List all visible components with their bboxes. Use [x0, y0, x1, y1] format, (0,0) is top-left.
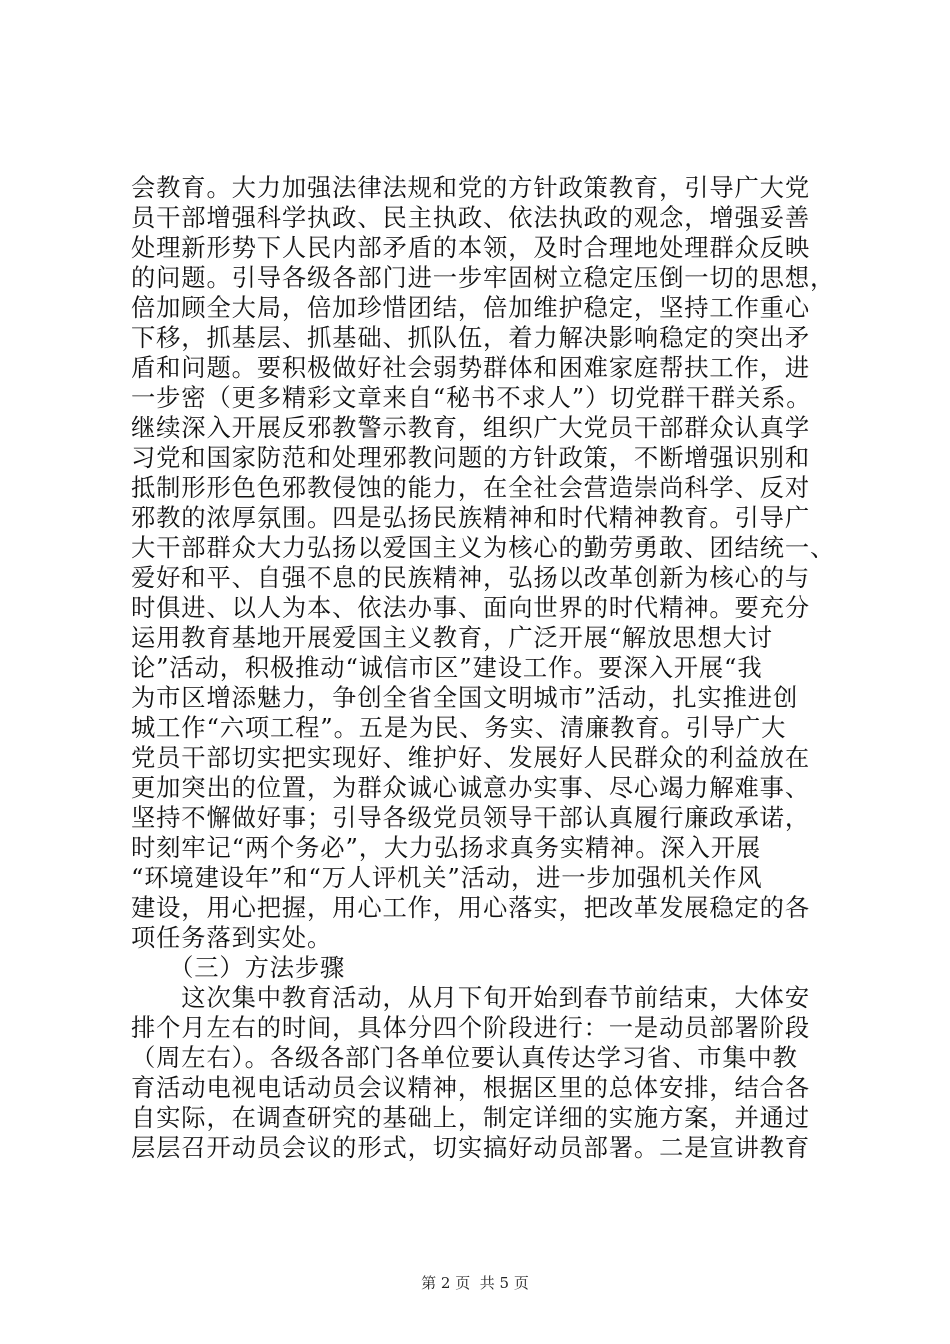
- text-line: “环境建设年”和“万人评机关”活动，进一步加强机关作风: [131, 863, 763, 892]
- page-footer: 第 2 页 共 5 页: [421, 1274, 529, 1292]
- text-line: 层层召开动员会议的形式，切实搞好动员部署。二是宣讲教育: [131, 1133, 810, 1162]
- text-line: 育活动电视电话动员会议精神，根据区里的总体安排，结合各: [131, 1073, 810, 1102]
- text-line: 爱好和平、自强不息的民族精神，弘扬以改革创新为核心的与: [131, 563, 810, 592]
- text-line: 为市区增添魅力，争创全省全国文明城市”活动，扎实推进创: [131, 683, 799, 712]
- text-line: 大干部群众大力弘扬以爱国主义为核心的勤劳勇敢、团结统一、: [131, 533, 836, 562]
- text-line: 一步密（更多精彩文章来自“秘书不求人”）切党群干群关系。: [131, 383, 812, 412]
- text-line: 倍加顾全大局，倍加珍惜团结，倍加维护稳定，坚持工作重心: [131, 293, 810, 322]
- text-line: 抵制形形色色邪教侵蚀的能力，在全社会营造崇尚科学、反对: [131, 473, 810, 502]
- text-line: 党员干部切实把实现好、维护好、发展好人民群众的利益放在: [131, 743, 810, 772]
- text-line: （周左右）。各级各部门各单位要认真传达学习省、市集中教: [131, 1043, 798, 1072]
- text-line: 项任务落到实处。: [131, 923, 333, 952]
- text-line: 会教育。大力加强法律法规和党的方针政策教育，引导广大党: [131, 173, 810, 202]
- text-line: 论”活动，积极推动“诚信市区”建设工作。要深入开展“我: [131, 653, 763, 682]
- text-line: 城工作“六项工程”。五是为民、务实、清廉教育。引导广大: [131, 713, 787, 742]
- text-line: 习党和国家防范和处理邪教问题的方针政策，不断增强识别和: [131, 443, 810, 472]
- text-line: 员干部增强科学执政、民主执政、依法执政的观念，增强妥善: [131, 203, 810, 232]
- text-line: 邪教的浓厚氛围。四是弘扬民族精神和时代精神教育。引导广: [131, 503, 810, 532]
- document-body: [131, 173, 836, 1163]
- text-line: 的问题。引导各级各部门进一步牢固树立稳定压倒一切的思想，: [131, 263, 836, 292]
- text-line: 继续深入开展反邪教警示教育，组织广大党员干部群众认真学: [131, 413, 810, 442]
- section-heading: （三）方法步骤: [131, 953, 346, 982]
- text-line: 坚持不懈做好事；引导各级党员领导干部认真履行廉政承诺，: [131, 803, 810, 832]
- text-line: 下移，抓基层、抓基础、抓队伍，着力解决影响稳定的突出矛: [131, 323, 810, 352]
- text-line: 盾和问题。要积极做好社会弱势群体和困难家庭帮扶工作，进: [131, 353, 810, 382]
- text-line: 更加突出的位置，为群众诚心诚意办实事、尽心竭力解难事、: [131, 773, 810, 802]
- text-line: 运用教育基地开展爱国主义教育，广泛开展“解放思想大讨: [131, 623, 773, 652]
- text-line: 自实际，在调查研究的基础上，制定详细的实施方案，并通过: [131, 1103, 810, 1132]
- text-line: 这次集中教育活动，从月下旬开始到春节前结束，大体安: [131, 983, 810, 1012]
- text-line: 排个月左右的时间，具体分四个阶段进行：一是动员部署阶段: [131, 1013, 810, 1042]
- text-line: 时刻牢记“两个务必”，大力弘扬求真务实精神。深入开展: [131, 833, 762, 862]
- text-line: 时俱进、以人为本、依法办事、面向世界的时代精神。要充分: [131, 593, 810, 622]
- text-line: 处理新形势下人民内部矛盾的本领，及时合理地处理群众反映: [131, 233, 810, 262]
- text-line: 建设，用心把握，用心工作，用心落实，把改革发展稳定的各: [131, 893, 810, 922]
